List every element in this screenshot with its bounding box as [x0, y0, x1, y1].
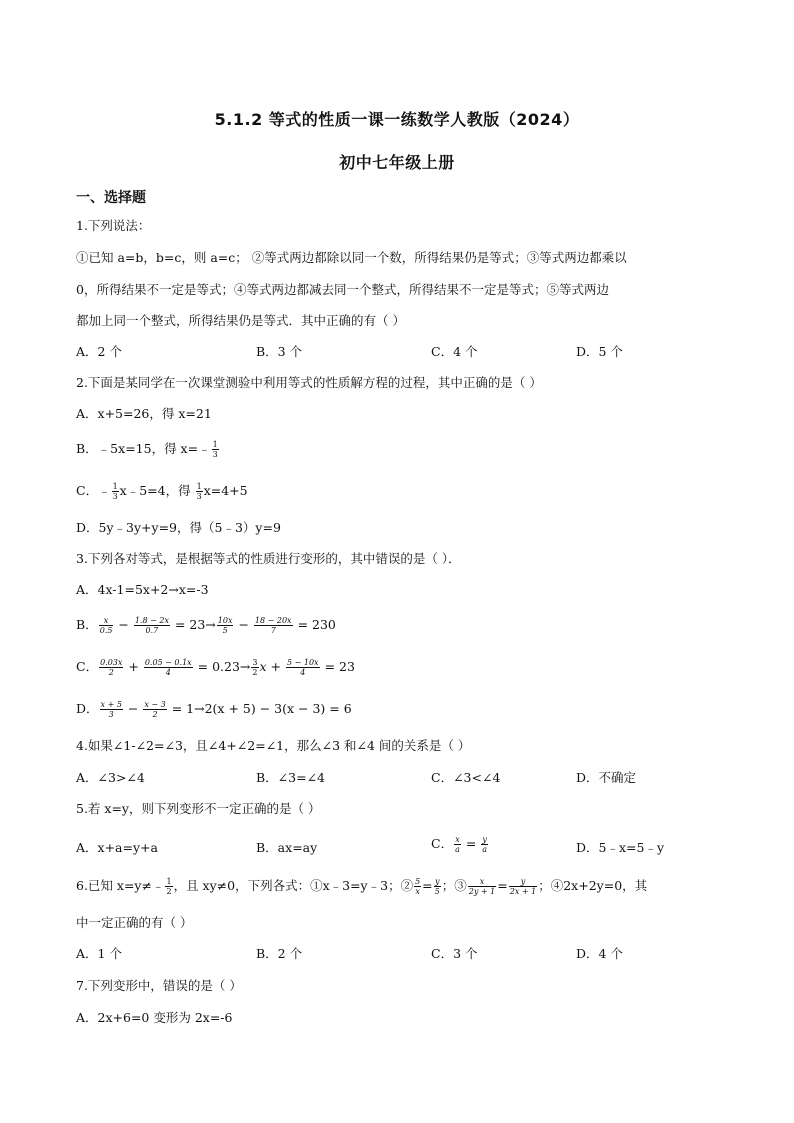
fraction: $\frac{x}{2y + 1}$ — [468, 877, 496, 896]
q3-option-a: A．4x-1=5x+2→x=-3 — [76, 582, 209, 597]
q6-option-c: C．3 个 — [431, 946, 478, 961]
fraction: $\frac{x + 5}{3}$ — [100, 700, 122, 719]
fraction: $\frac{y}{5}$ — [434, 877, 440, 896]
fraction: $\frac{1}{3}$ — [112, 482, 118, 501]
q2-option-c: C．﹣ $\frac{1}{3}$ x﹣5=4，得 $\frac{1}{3}$ x=4+5 — [76, 482, 248, 501]
fraction: $\frac{y}{a}$ — [482, 835, 488, 854]
fraction: $\frac{10x}{5}$ — [217, 616, 233, 635]
fraction: $\frac{1}{2}$ — [166, 877, 172, 896]
q1-line-3: 都加上同一个整式，所得结果仍是等式．其中正确的有（ ） — [76, 313, 405, 328]
document-title: 5.1.2 等式的性质一课一练数学人教版（2024） — [214, 110, 580, 129]
fraction: $\frac{1.8 - 2x}{0.7}$ — [134, 616, 169, 635]
fraction: $\frac{y}{2x + 1}$ — [509, 877, 537, 896]
fraction: $\frac{0.05 - 0.1x}{4}$ — [144, 658, 192, 677]
fraction: $\frac{5 - 10x}{4}$ — [287, 658, 319, 677]
fraction: $\frac{1}{3}$ — [196, 482, 202, 501]
q4-stem: 4.如果∠1-∠2=∠3，且∠4+∠2=∠1，那么∠3 和∠4 间的关系是（ ） — [76, 738, 471, 753]
q6-option-d: D．4 个 — [576, 946, 623, 961]
q1-option-c: C．4 个 — [431, 344, 478, 359]
q3-stem: 3.下列各对等式，是根据等式的性质进行变形的，其中错误的是（ ）． — [76, 551, 461, 566]
q1-option-a: A．2 个 — [76, 344, 122, 359]
q6-option-b: B．2 个 — [256, 946, 303, 961]
q2-stem: 2.下面是某同学在一次课堂测验中利用等式的性质解方程的过程，其中正确的是（ ） — [76, 375, 542, 390]
fraction: $\frac{18 - 20x}{7}$ — [254, 616, 292, 635]
q2-option-b — [76, 440, 220, 459]
document-subtitle: 初中七年级上册 — [339, 153, 455, 172]
q3-option-d: D． $\frac{x + 5}{3}$ − $\frac{x - 3}{2}$ = 1→2(x + 5) − 3(x − 3) = 6 — [76, 700, 352, 719]
q1-option-d: D．5 个 — [576, 344, 623, 359]
fraction: $\frac{x}{a}$ — [455, 835, 460, 854]
q4-option-d: D．不确定 — [576, 770, 637, 785]
q1-line-1: ①已知 a=b，b=c，则 a=c； ②等式两边都除以同一个数，所得结果仍是等式；③等式两边都乘以 — [76, 250, 627, 265]
fraction: $\frac{1}{3}$ — [212, 440, 218, 459]
section-heading: 一、选择题 — [76, 190, 146, 206]
q3-option-c: C． $\frac{0.03x}{2}$ + $\frac{0.05 - 0.1x}{4}$ = 0.23→ $\frac{3}{2}$ x + $\frac{5 - 10x}{4}$ = 23 — [76, 658, 355, 677]
q1-stem: 1.下列说法： — [76, 218, 151, 233]
q5-option-c: C． $\frac{x}{a}$ = $\frac{y}{a}$ — [431, 835, 488, 854]
q1-line-2: 0，所得结果不一定是等式；④等式两边都减去同一个整式，所得结果不一定是等式；⑤等式两边 — [76, 282, 609, 297]
q2-option-d: D．5y﹣3y+y=9，得（5﹣3）y=9 — [76, 520, 281, 535]
q6-line-2: 中一定正确的有（ ） — [76, 915, 193, 930]
q5-option-b: B．ax=ay — [256, 840, 318, 855]
q4-option-b: B．∠3=∠4 — [256, 770, 326, 785]
q5-option-d: D．5﹣x=5﹣y — [576, 840, 665, 855]
fraction: $\frac{x}{0.5}$ — [99, 616, 113, 635]
q4-option-c: C．∠3<∠4 — [431, 770, 501, 785]
fraction: $\frac{3}{2}$ — [252, 658, 258, 677]
q5-option-a: A．x+a=y+a — [76, 840, 158, 855]
q2-option-a: A．x+5=26，得 x=21 — [76, 406, 212, 421]
q6-line-1: 6.已知 x=y≠﹣ $\frac{1}{2}$ ，且 xy≠0，下列各式：①x﹣3=y﹣3；② $\frac{5}{x}$ = $\frac{y}{5}$ ；③ $\frac{x}{2y + 1}$ = $\frac{y}{2x + 1}$ ；④2x+2y=0，其 — [76, 877, 648, 896]
fraction: $\frac{0.03x}{2}$ — [100, 658, 123, 677]
fraction: $\frac{5}{x}$ — [415, 877, 421, 896]
q5-stem: 5.若 x=y，则下列变形不一定正确的是（ ） — [76, 801, 321, 816]
q6-option-a: A．1 个 — [76, 946, 122, 961]
q3-option-b: B． $\frac{x}{0.5}$ − $\frac{1.8 - 2x}{0.7}$ = 23→ $\frac{10x}{5}$ − $\frac{18 - 20x}{7}$ = 230 — [76, 616, 336, 635]
q7-option-a: A．2x+6=0 变形为 2x=-6 — [76, 1010, 233, 1025]
q1-option-b: B．3 个 — [256, 344, 303, 359]
q4-option-a: A．∠3>∠4 — [76, 770, 145, 785]
q7-stem: 7.下列变形中，错误的是（ ） — [76, 978, 242, 993]
q2-option-b-text: B．﹣5x=15，得 x=﹣ — [76, 441, 211, 456]
fraction: $\frac{x - 3}{2}$ — [144, 700, 166, 719]
